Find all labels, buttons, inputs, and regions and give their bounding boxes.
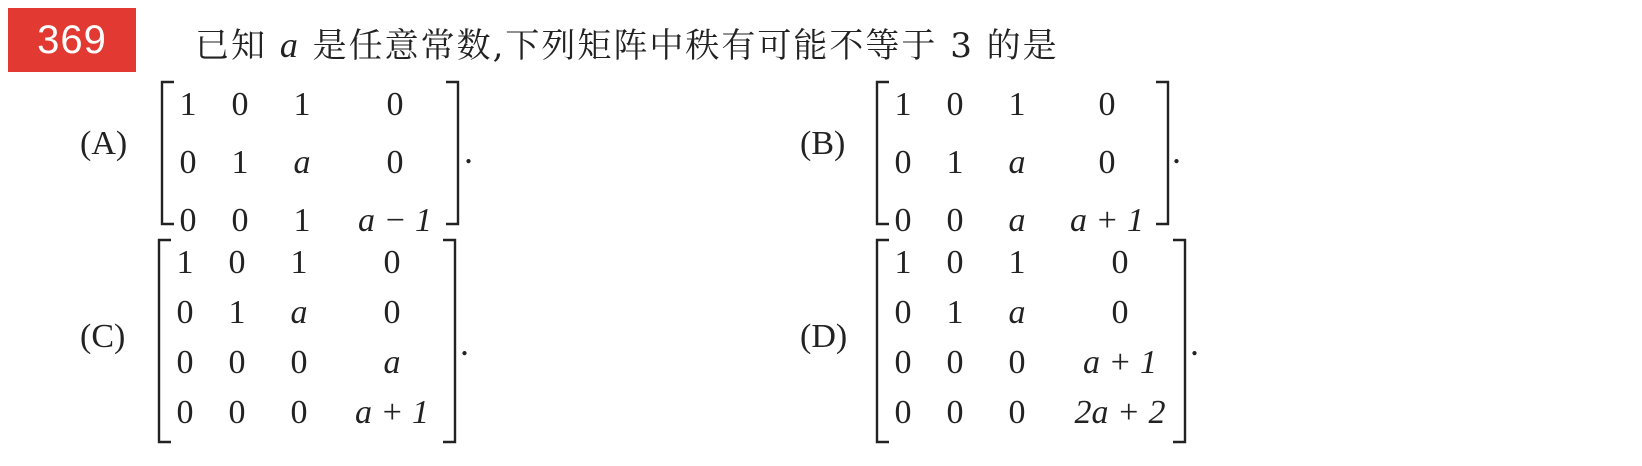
matrix-cell: 1 — [228, 294, 246, 331]
matrix-cell: 1 — [290, 244, 308, 281]
matrix-cell: a − 1 — [358, 202, 432, 239]
matrix-cell: 0 — [1008, 394, 1026, 431]
matrix-cell: 0 — [946, 86, 964, 123]
matrix-cell: 0 — [383, 244, 401, 281]
question-number-badge: 369 — [8, 8, 136, 72]
matrix-cell: 1 — [293, 202, 311, 239]
matrix-cell: 0 — [228, 394, 246, 431]
question-text — [195, 18, 1059, 67]
option-d-matrix — [875, 238, 1187, 444]
matrix-cell: 0 — [386, 144, 404, 181]
matrix-cell: 0 — [946, 244, 964, 281]
matrix-cell: 0 — [894, 394, 912, 431]
option-c-matrix — [157, 238, 457, 444]
left-bracket — [159, 240, 171, 442]
matrix-cell: 0 — [386, 86, 404, 123]
matrix-cell: 0 — [1098, 144, 1116, 181]
matrix-cell: 0 — [383, 294, 401, 331]
matrix-cell: 0 — [1111, 294, 1129, 331]
option-d-period: . — [1190, 323, 1199, 363]
matrix-cell: 0 — [290, 344, 308, 381]
matrix-cell: 1 — [1008, 244, 1026, 281]
matrix-cell: 0 — [1008, 344, 1026, 381]
question-suffix: 是任意常数,下列矩阵中秩有可能不等于 3 的是 — [299, 26, 1059, 66]
matrix-cell: 1 — [293, 86, 311, 123]
matrix-cell: a — [383, 344, 401, 381]
matrix-cell: 1 — [1008, 86, 1026, 123]
matrix-cell: 1 — [179, 86, 197, 123]
option-b-matrix — [875, 80, 1170, 239]
option-b-label[interactable]: (B) — [800, 125, 846, 162]
matrix-cell: a — [1008, 202, 1026, 239]
matrix-cell: 0 — [894, 202, 912, 239]
right-bracket — [1156, 82, 1168, 224]
matrix-cell: a + 1 — [1070, 202, 1144, 239]
matrix-cell: 0 — [228, 344, 246, 381]
matrix-cell: 0 — [1098, 86, 1116, 123]
left-bracket — [877, 240, 889, 442]
matrix-cell: 1 — [946, 294, 964, 331]
matrix-cell: 0 — [946, 344, 964, 381]
matrix-cell: 1 — [231, 144, 249, 181]
matrix-cell: a — [1008, 294, 1026, 331]
matrix-cell: 0 — [228, 244, 246, 281]
option-d-label[interactable]: (D) — [800, 318, 848, 355]
matrix-cell: 0 — [946, 202, 964, 239]
matrix-cell: a — [290, 294, 308, 331]
option-c-period: . — [460, 323, 469, 363]
matrix-cell: 1 — [946, 144, 964, 181]
matrix-cell: a + 1 — [1083, 344, 1157, 381]
left-bracket — [877, 82, 889, 224]
matrix-cell: 0 — [176, 294, 194, 331]
matrix-cell: 0 — [176, 394, 194, 431]
matrix-cell: 2a + 2 — [1074, 394, 1166, 431]
option-c-label[interactable]: (C) — [80, 318, 126, 355]
matrix-cell: 0 — [946, 394, 964, 431]
option-a-matrix — [160, 80, 460, 239]
matrix-cell: 0 — [179, 144, 197, 181]
right-bracket — [446, 82, 458, 224]
matrix-cell: 0 — [231, 86, 249, 123]
matrix-cell: 0 — [176, 344, 194, 381]
question-variable: a — [279, 25, 300, 65]
matrix-cell: a — [1008, 144, 1026, 181]
matrix-cell: 0 — [179, 202, 197, 239]
matrix-cell: 1 — [176, 244, 194, 281]
matrix-cell: 0 — [231, 202, 249, 239]
option-b-period: . — [1172, 131, 1181, 171]
matrix-cell: 1 — [894, 86, 912, 123]
matrix-cell: 0 — [894, 344, 912, 381]
matrix-cell: 0 — [894, 294, 912, 331]
option-a-label[interactable]: (A) — [80, 125, 128, 162]
matrix-cell: 0 — [1111, 244, 1129, 281]
matrix-cell: 1 — [894, 244, 912, 281]
question-prefix: 已知 — [195, 26, 280, 66]
matrix-cell: 0 — [894, 144, 912, 181]
matrix-cell: 0 — [290, 394, 308, 431]
left-bracket — [162, 82, 174, 224]
option-a-period: . — [464, 131, 473, 171]
right-bracket — [1173, 240, 1185, 442]
matrix-cell: a — [293, 144, 311, 181]
right-bracket — [443, 240, 455, 442]
matrix-cell: a + 1 — [355, 394, 429, 431]
